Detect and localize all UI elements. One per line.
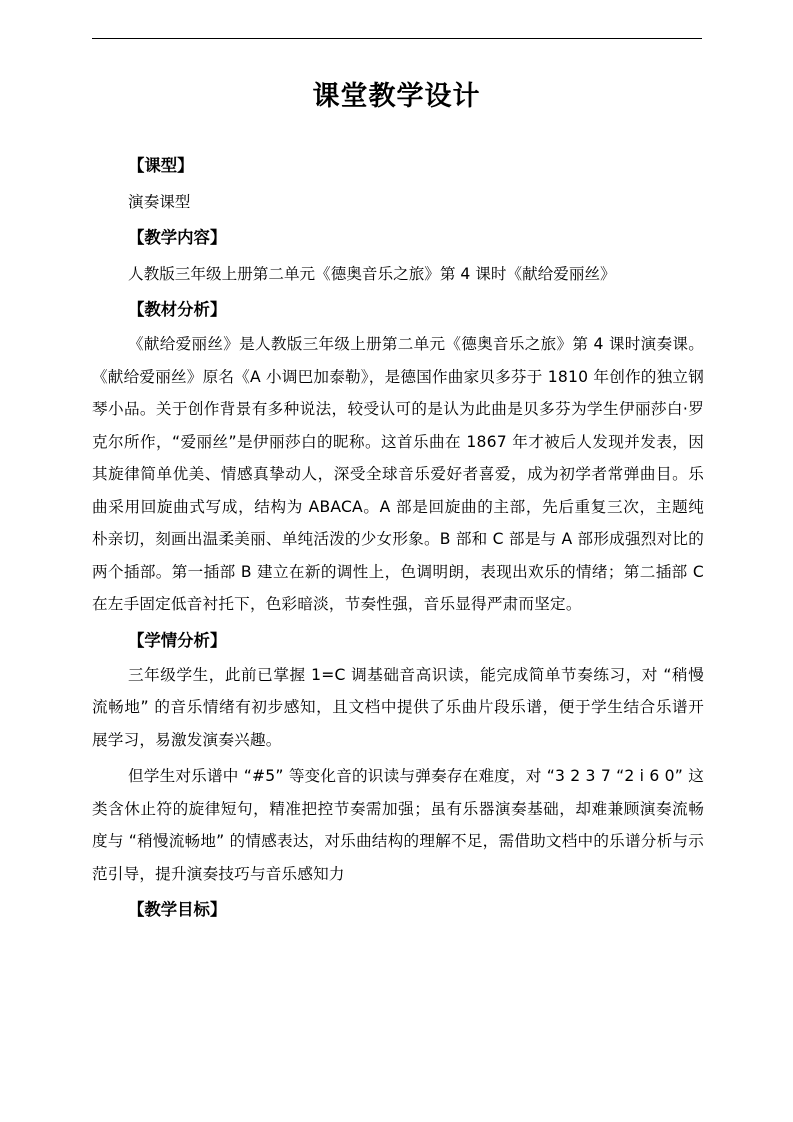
lesson-content-value: 人教版三年级上册第二单元《德奥音乐之旅》第 4 课时《献给爱丽丝》 — [128, 265, 616, 283]
section-heading-analysis: 【教材分析】 — [128, 300, 227, 319]
section-heading-type: 【课型】 — [128, 156, 194, 175]
students-paragraph-2: 但学生对乐谱中 “#5” 等变化音的识读与弹奏存在难度，对 “3 2 3 7 “2 i 6 0” 这类含休止符的旋律短句，精准把控节奏需加强；虽有乐器演奏基础，却难兼顾演奏流畅度与 “稍慢流畅地” 的情感表达，对乐曲结构的理解不足，需借助文档中的乐谱分析与示范引导，提升演奏技巧与音乐感知力 — [92, 767, 704, 883]
page-title: 课堂教学设计 — [312, 81, 481, 112]
document-body — [92, 148, 704, 928]
section-heading-goals: 【教学目标】 — [128, 900, 227, 919]
students-paragraph-1: 三年级学生，此前已掌握 1=C 调基础音高识读，能完成简单节奏练习，对 “稍慢流畅地” 的音乐情绪有初步感知，且文档中提供了乐曲片段乐谱，便于学生结合乐谱开展学习，易激发演奏兴趣。 — [92, 665, 704, 749]
section-heading-content: 【教学内容】 — [128, 228, 227, 247]
header-rule — [92, 38, 702, 39]
section-heading-students: 【学情分析】 — [128, 630, 227, 650]
lesson-type-value: 演奏课型 — [128, 193, 191, 211]
analysis-paragraph: 《献给爱丽丝》是人教版三年级上册第二单元《德奥音乐之旅》第 4 课时演奏课。《献给爱丽丝》原名《A 小调巴加泰勒》，是德国作曲家贝多芬于 1810 年创作的独立钢琴小品。关于创作背景有多种说法，较受认可的是认为此曲是贝多芬为学生伊丽莎白·罗克尔所作，“爱丽丝”是伊丽莎白的昵称。这首乐曲在 1867 年才被后人发现并发表，因其旋律简单优美、情感真挚动人，深受全球音乐爱好者喜爱，成为初学者常弹曲目。乐曲采用回旋曲式写成，结构为 ABACA。A 部是回旋曲的主部，先后重复三次，主题纯朴亲切，刻画出温柔美丽、单纯活泼的少女形象。B 部和 C 部是与 A 部形成强烈对比的两个插部。第一插部 B 建立在新的调性上，色调明朗，表现出欢乐的情绪；第二插部 C 在左手固定低音衬托下，色彩暗淡，节奏性强，音乐显得严肃而坚定。 — [92, 335, 704, 613]
